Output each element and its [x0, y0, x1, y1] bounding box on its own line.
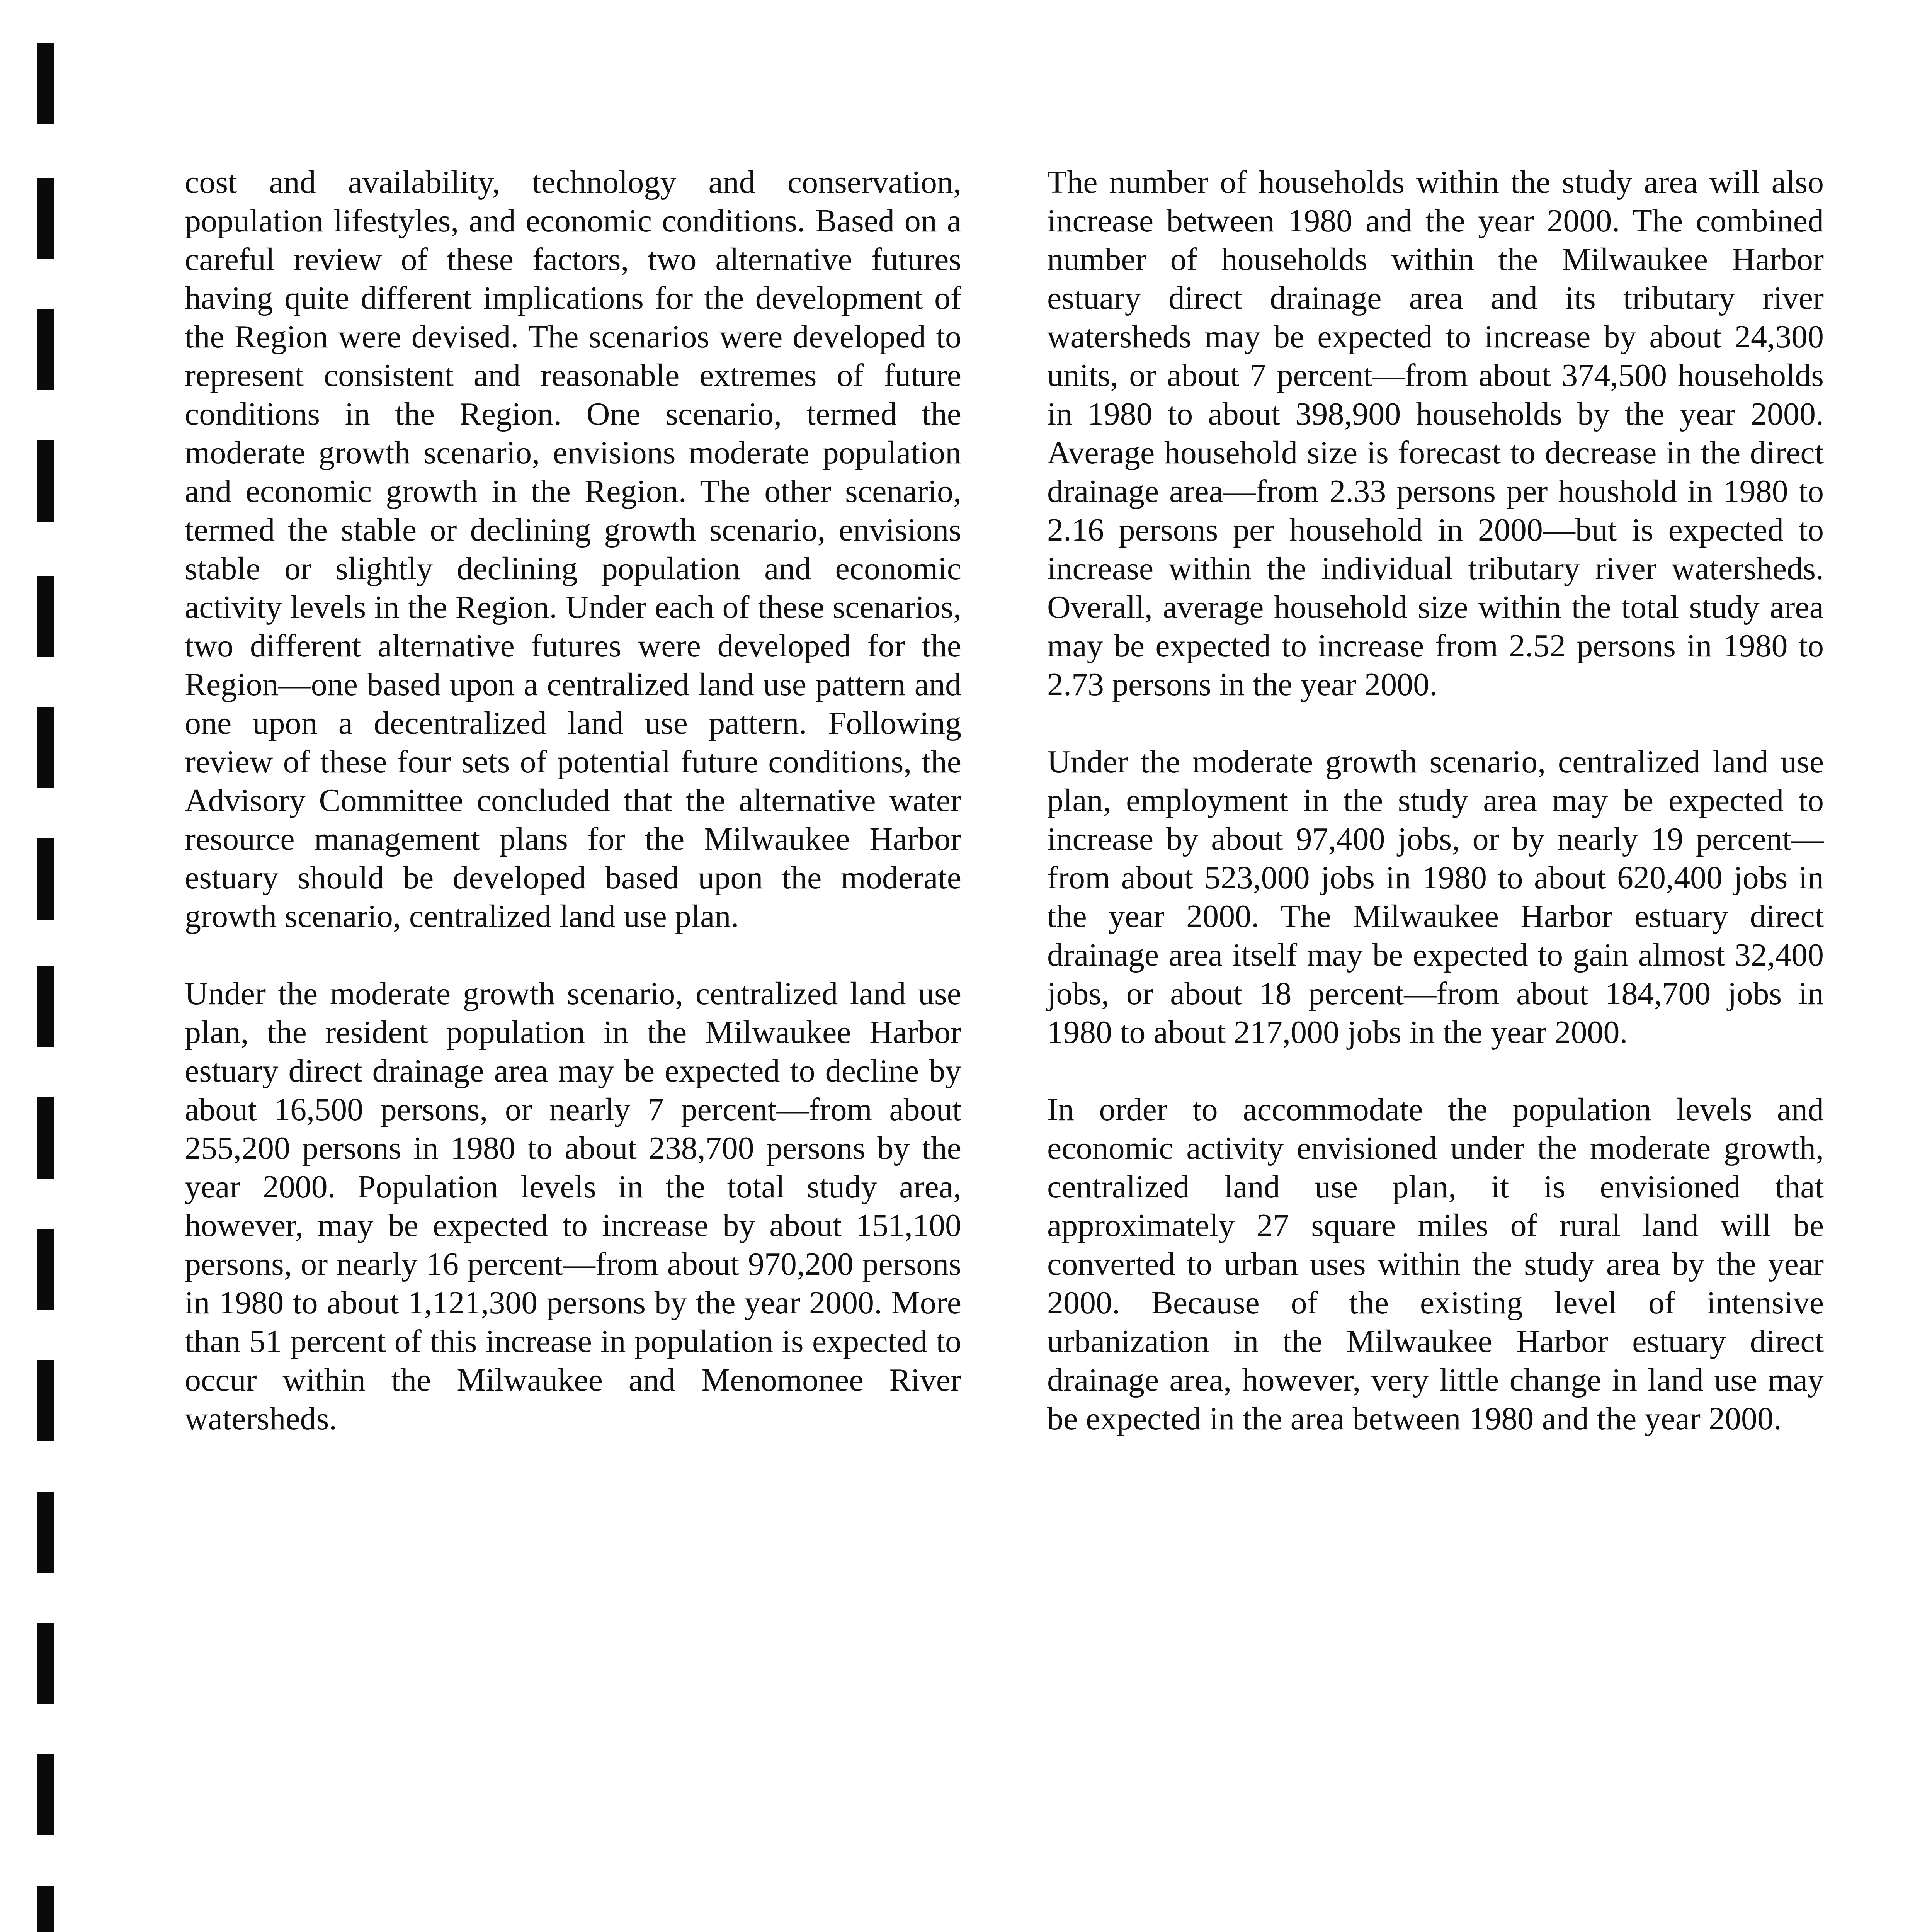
paragraph-scenarios: cost and availability, technology and conservation, population lifestyles, and economic conditions. Based on a careful review of these factors, two alternative futures having quite different implications for the development of the Region were devised. The scenarios were developed to represent consistent and reasonable extremes of future conditions in the Region. One scenario, termed the moderate growth scenario, envisions moderate population and economic growth in the Region. The other scenario, termed the stable or declining growth scenario, envisions stable or slightly declining population and economic activity levels in the Region. Under each of these scenarios, two different alternative futures were developed for the Region—one based upon a centralized land use pattern and one upon a decentralized land use pattern. Following review of these four sets of potential future conditions, the Advisory Committee concluded that the alternative water resource management plans for the Milwaukee Harbor estuary should be developed based upon the moderate growth scenario, centralized land use plan.	[185, 164, 961, 934]
paragraph-land-use: In order to accommodate the population levels and economic activity envisioned under the moderate growth, centralized land use plan, it is envisioned that approximately 27 square miles of rural land will be converted to urban uses within the study area by the year 2000. Because of the existing level of intensive urbanization in the Milwaukee Harbor estuary direct drainage area, however, very little change in land use may be expected in the area between 1980 and the year 2000.	[1047, 1092, 1824, 1437]
binding-mark	[37, 43, 54, 124]
paragraph-population: Under the moderate growth scenario, centralized land use plan, the resident population in the Milwaukee Harbor estuary direct drainage area may be expected to decline by about 16,500 persons, or nearly 7 percent—from about 255,200 persons in 1980 to about 238,700 persons by the year 2000. Population levels in the total study area, however, may be expected to increase by about 151,100 persons, or nearly 16 percent—from about 970,200 persons in 1980 to about 1,121,300 persons by the year 2000. More than 51 percent of this increase in population is expected to occur within the Milwaukee and Menomonee River watersheds.	[185, 976, 961, 1437]
binding-mark	[37, 1754, 54, 1835]
binding-mark	[37, 838, 54, 920]
binding-mark	[37, 309, 54, 390]
right-column	[1047, 163, 1824, 1477]
binding-mark	[37, 1360, 54, 1441]
binding-mark	[37, 178, 54, 259]
binding-mark	[37, 1229, 54, 1310]
binding-mark	[37, 1097, 54, 1179]
binding-mark	[37, 1623, 54, 1704]
binding-mark	[37, 1492, 54, 1573]
left-column	[185, 163, 961, 1477]
binding-marks	[0, 0, 77, 1932]
binding-mark	[37, 1886, 54, 1932]
binding-mark	[37, 707, 54, 788]
binding-mark	[37, 576, 54, 657]
binding-mark	[37, 440, 54, 522]
binding-mark	[37, 966, 54, 1047]
paragraph-households: The number of households within the study area will also increase between 1980 and the year 2000. The combined number of households within the Milwaukee Harbor estuary direct drainage area and its tributary river watersheds may be expected to increase by about 24,300 units, or about 7 percent—from about 374,500 households in 1980 to about 398,900 households by the year 2000. Average household size is forecast to decrease in the direct drainage area—from 2.33 persons per houshold in 1980 to 2.16 persons per household in 2000—but is expected to increase within the individual tributary river watersheds. Overall, average household size within the total study area may be expected to increase from 2.52 persons in 1980 to 2.73 persons in the year 2000.	[1047, 164, 1824, 702]
paragraph-employment: Under the moderate growth scenario, centralized land use plan, employment in the study area may be expected to increase by about 97,400 jobs, or by nearly 19 percent—from about 523,000 jobs in 1980 to about 620,400 jobs in the year 2000. The Milwaukee Harbor estuary direct drainage area itself may be expected to gain almost 32,400 jobs, or about 18 percent—from about 184,700 jobs in 1980 to about 217,000 jobs in the year 2000.	[1047, 744, 1824, 1050]
